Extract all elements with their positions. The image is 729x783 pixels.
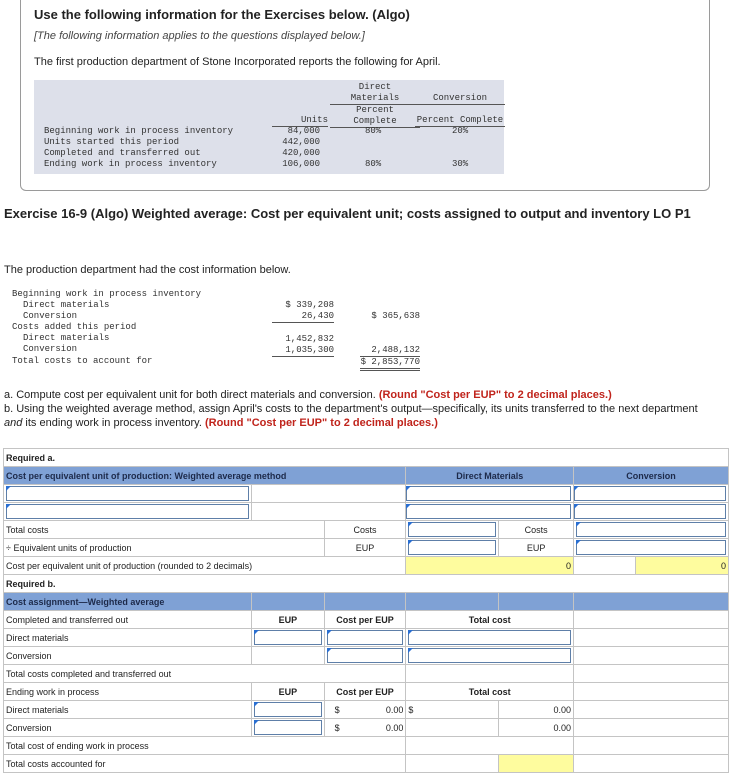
ending-dm-cpe: 0.00 — [385, 704, 404, 715]
answer-table — [3, 448, 729, 773]
conv-cpeu-result: 0 — [635, 557, 728, 575]
total-accounted-row — [4, 755, 729, 773]
units-header: Units — [272, 115, 328, 127]
cost-labels: Beginning work in process inventory Direct materials Conversion Costs added this period Direct materials Conversion Total costs to account for — [12, 289, 202, 366]
completed-label: Completed and transferred out — [4, 611, 252, 629]
dm-cost: $ 339,208 — [285, 300, 334, 310]
dm-header: Direct Materials Percent Complete — [330, 82, 420, 128]
ending-cpe-header: Cost per EUP — [324, 683, 406, 701]
total-costs-label: Total costs — [4, 521, 325, 539]
dm-col-header: Direct Materials — [406, 467, 574, 485]
conv-input-2[interactable] — [574, 504, 726, 519]
input-row-2 — [4, 503, 729, 521]
header-a-row — [4, 467, 729, 485]
exercise-title: Exercise 16-9 (Algo) Weighted average: Cost per equivalent unit; costs assigned to output and inventory LO P1 — [4, 206, 691, 221]
completed-row — [4, 611, 729, 629]
conv-header: Conversion — [415, 93, 505, 105]
completed-conv-label: Conversion — [4, 647, 252, 665]
intro-heading: Use the following information for the Exercises below. (Algo) — [34, 7, 410, 22]
conv-col-header: Conversion — [574, 467, 729, 485]
info-conv-beg: 20% — [452, 126, 469, 136]
dm-total-costs-input[interactable] — [408, 522, 496, 537]
label-input-1[interactable] — [6, 486, 249, 501]
ending-conv-tc: 0.00 — [499, 719, 574, 737]
ending-dm-tc: 0.00 — [499, 701, 574, 719]
ending-conv-label: Conversion — [4, 719, 252, 737]
info-row-units: 84,000 442,000 420,000 106,000 — [282, 126, 320, 169]
instructions: a. Compute cost per equivalent unit for both direct materials and conversion. (Round "Cost per EUP" to 2 decimal places.) b. Using the weighted average method, assign April's costs to the department's output—specifically, its units transferred to the next department and its ending work in process inventory. (Round "Cost per EUP" to 2 decimal places.) — [4, 389, 698, 429]
completed-dm-row — [4, 629, 729, 647]
eup-col-header: EUP — [252, 611, 324, 629]
ending-dm-tc-dollar: $ — [408, 704, 414, 715]
cpeu-row — [4, 557, 729, 575]
info-dm-end: 80% — [365, 159, 382, 169]
label-input-2[interactable] — [6, 504, 249, 519]
ending-dm-cpe-dollar: $ — [334, 704, 340, 715]
header-b-row — [4, 593, 729, 611]
req-a-row — [4, 449, 729, 467]
ending-dm-label: Direct materials — [4, 701, 252, 719]
intro-text: The first production department of Stone Incorporated reports the following for April. — [34, 56, 441, 68]
ending-conv-eup-input[interactable] — [254, 720, 321, 735]
beg-total: $ 365,638 — [371, 311, 420, 321]
completed-dm-label: Direct materials — [4, 629, 252, 647]
conv-eup-input[interactable] — [576, 540, 726, 555]
completed-conv-tc-input[interactable] — [408, 648, 571, 663]
total-accounted-result — [499, 755, 574, 773]
dm2-cost: 1,452,832 — [285, 334, 334, 344]
cpe-col-header: Cost per EUP — [324, 611, 406, 629]
completed-conv-cpe-input[interactable] — [327, 648, 404, 663]
conv-pct-header: Percent Complete — [416, 115, 504, 125]
info-dm-beg: 80% — [365, 126, 382, 136]
ending-conv-row — [4, 719, 729, 737]
req-a-label: Required a. — [4, 449, 729, 467]
info-conv-end: 30% — [452, 159, 469, 169]
cost-intro: The production department had the cost information below. — [4, 264, 291, 276]
ending-conv-cpe: 0.00 — [385, 722, 404, 733]
added-total: 2,488,132 — [360, 345, 420, 357]
conv-costs-label: Costs — [499, 521, 574, 539]
conv-total-costs-input[interactable] — [576, 522, 726, 537]
ending-dm-row — [4, 701, 729, 719]
intro-note: [The following information applies to the questions displayed below.] — [34, 30, 365, 42]
header-b: Cost assignment—Weighted average — [4, 593, 252, 611]
conv-input-1[interactable] — [574, 486, 726, 501]
ending-row — [4, 683, 729, 701]
completed-dm-tc-input[interactable] — [408, 630, 571, 645]
cpeu-label: Cost per equivalent unit of production (rounded to 2 decimals) — [4, 557, 406, 575]
total-costs-row — [4, 521, 729, 539]
req-b-label: Required b. — [4, 575, 729, 593]
ending-eup-header: EUP — [252, 683, 324, 701]
completed-conv-row — [4, 647, 729, 665]
completed-dm-eup-input[interactable] — [254, 630, 321, 645]
eup-label: ÷ Equivalent units of production — [4, 539, 325, 557]
total-to-account: $ 2,853,770 — [360, 357, 420, 371]
dm-input-1[interactable] — [406, 486, 571, 501]
dm-eup-input[interactable] — [408, 540, 496, 555]
total-ending-label: Total cost of ending work in process — [4, 737, 406, 755]
completed-dm-cpe-input[interactable] — [327, 630, 404, 645]
conv-cost: 26,430 — [272, 311, 334, 323]
ending-label: Ending work in process — [4, 683, 252, 701]
total-completed-row — [4, 665, 729, 683]
ending-conv-cpe-dollar: $ — [334, 722, 340, 733]
info-row-labels: Beginning work in process inventory Units started this period Completed and transferred out Ending work in process inventory — [44, 126, 234, 169]
tc-col-header: Total cost — [406, 611, 574, 629]
input-row-1 — [4, 485, 729, 503]
ending-dm-eup-input[interactable] — [254, 702, 321, 717]
total-completed-label: Total costs completed and transferred out — [4, 665, 406, 683]
conv-eup-label: EUP — [499, 539, 574, 557]
dm-input-2[interactable] — [406, 504, 571, 519]
dm-eup-label: EUP — [324, 539, 406, 557]
total-ending-row — [4, 737, 729, 755]
dm-cpeu-result: 0 — [406, 557, 574, 575]
dm-costs-label: Costs — [324, 521, 406, 539]
total-accounted-label: Total costs accounted for — [4, 755, 406, 773]
eup-row — [4, 539, 729, 557]
req-b-row — [4, 575, 729, 593]
conv2-cost: 1,035,300 — [272, 345, 334, 357]
header-a: Cost per equivalent unit of production: Weighted average method — [4, 467, 406, 485]
ending-tc-header: Total cost — [406, 683, 574, 701]
